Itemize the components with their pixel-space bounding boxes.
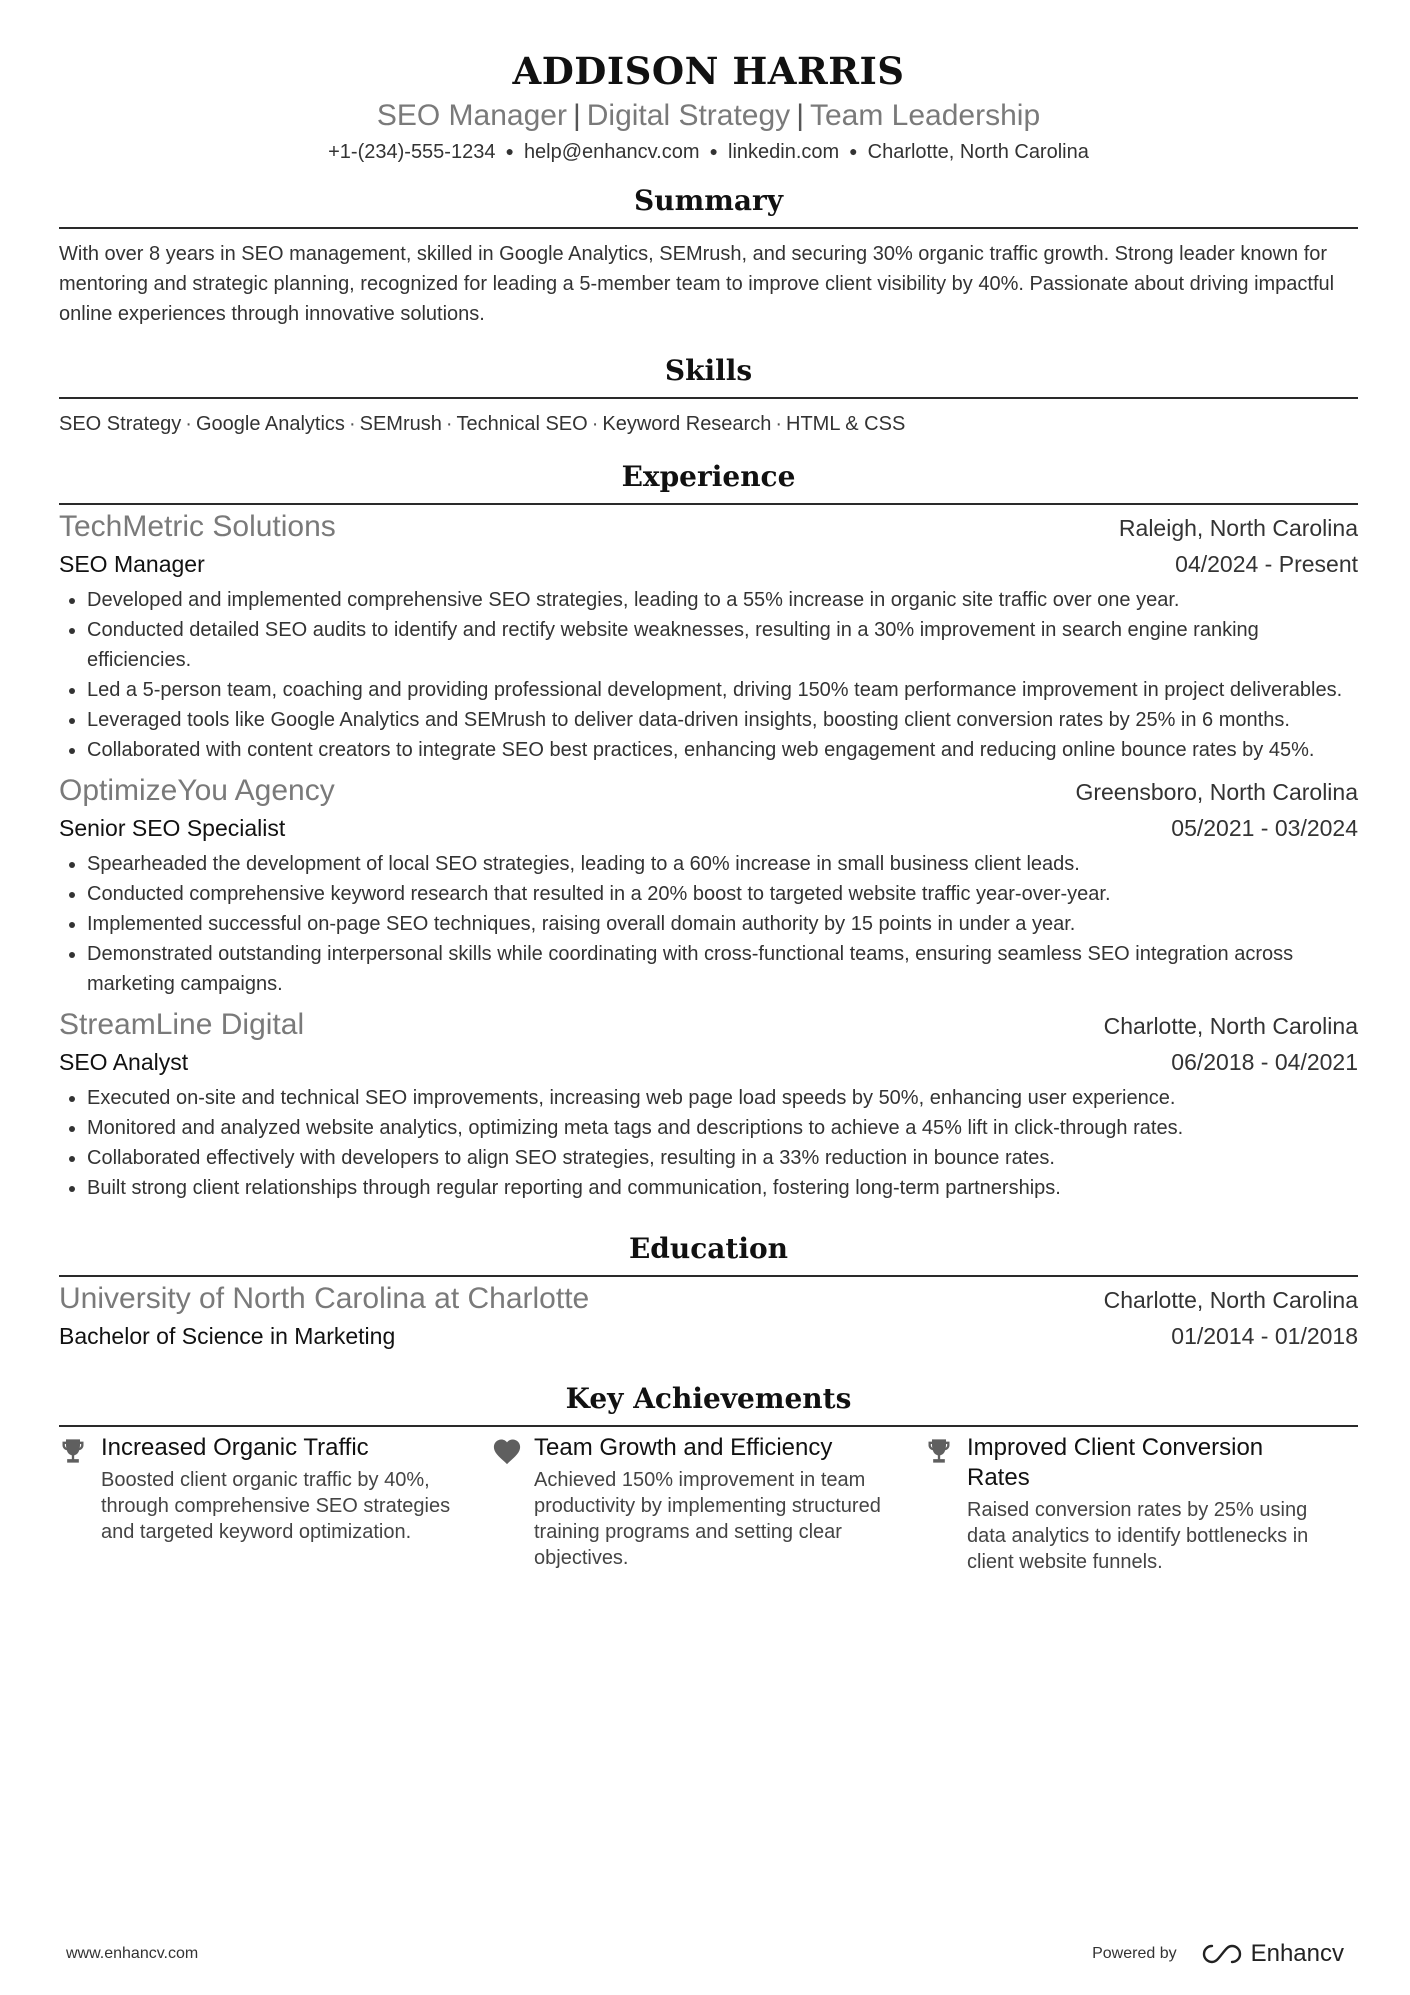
headline-separator: | [572, 99, 581, 132]
skill-separator: · [348, 413, 356, 435]
contact-separator: ● [849, 143, 858, 159]
degree: Bachelor of Science in Marketing [59, 1323, 396, 1349]
job-bullet: • Collaborated effectively with developers to align SEO strategies, resulting in a 33% reduction in bounce rates. [87, 1143, 1358, 1173]
infinity-logo-icon [1201, 1943, 1243, 1965]
experience-entry [59, 507, 1358, 765]
headline [59, 96, 1358, 136]
job-bullet: • Developed and implemented comprehensive SEO strategies, leading to a 55% increase in organic site traffic over one year. [87, 585, 1358, 615]
job-bullet: • Conducted comprehensive keyword research that resulted in a 20% boost to targeted website traffic year-over-year. [87, 879, 1358, 909]
experience-entry [59, 771, 1358, 999]
achievement-description: Raised conversion rates by 25% using data analytics to identify bottlenecks in client website funnels. [967, 1499, 1309, 1573]
achievement-title: Team Growth and Efficiency [534, 1434, 833, 1461]
contact-separator: ● [505, 143, 514, 159]
section-title-achievements: Key Achievements [565, 1382, 852, 1415]
heart-icon [492, 1433, 534, 1575]
section-divider [59, 397, 1358, 399]
skill-item: SEMrush [359, 413, 442, 435]
summary-text: With over 8 years in SEO management, skilled in Google Analytics, SEMrush, and securing 30% organic traffic growth. Strong leader known for mentoring and strategic planning, recognized for leading a 5-member team to improve client visibility by 40%. Passionate about driving impactful online experiences through innovative solutions. [59, 243, 1335, 325]
achievement-item [59, 1433, 492, 1575]
achievement-description: Achieved 150% improvement in team productivity by implementing structured training programs and setting clear objectives. [534, 1469, 881, 1569]
job-bullet: • Spearheaded the development of local SEO strategies, leading to a 60% increase in small business client leads. [87, 849, 1358, 879]
job-title: SEO Analyst [59, 1049, 189, 1075]
candidate-name: ADDISON HARRIS [512, 49, 905, 93]
skill-item: HTML & CSS [786, 413, 906, 435]
job-title: SEO Manager [59, 551, 205, 577]
email[interactable]: help@enhancv.com [523, 141, 700, 163]
skill-item: Google Analytics [195, 413, 345, 435]
page-footer [66, 1940, 1344, 1968]
trophy-icon [925, 1433, 967, 1575]
section-divider [59, 1425, 1358, 1427]
education-dates: 01/2014 - 01/2018 [1171, 1323, 1358, 1349]
education-section [59, 1229, 1358, 1353]
job-location: Greensboro, North Carolina [1075, 779, 1358, 805]
location: Charlotte, North Carolina [867, 141, 1089, 163]
skill-separator: · [445, 413, 453, 435]
trophy-icon [59, 1433, 101, 1575]
section-title-skills: Skills [664, 354, 753, 387]
achievements-grid [59, 1433, 1358, 1575]
job-bullet: • Led a 5-person team, coaching and providing professional development, driving 150% team performance improvement in project deliverables. [87, 675, 1358, 705]
summary-section [59, 181, 1358, 329]
linkedin-link[interactable]: linkedin.com [728, 141, 840, 163]
job-location: Raleigh, North Carolina [1118, 515, 1358, 541]
job-bullet: • Built strong client relationships through regular reporting and communication, fostering long-term partnerships. [87, 1173, 1358, 1203]
section-divider [59, 1275, 1358, 1277]
skill-item: Technical SEO [456, 413, 588, 435]
job-bullets [59, 585, 1358, 765]
skill-item: SEO Strategy [59, 413, 182, 435]
skill-item: Keyword Research [602, 413, 772, 435]
headline-item: Team Leadership [809, 99, 1041, 132]
achievement-description: Boosted client organic traffic by 40%, through comprehensive SEO strategies and targeted keyword optimization. [101, 1469, 451, 1543]
achievement-item [492, 1433, 925, 1575]
powered-by [1092, 1940, 1344, 1968]
skills-section [59, 351, 1358, 439]
job-bullet: • Executed on-site and technical SEO improvements, increasing web page load speeds by 50%, enhancing user experience. [87, 1083, 1358, 1113]
brand-name: Enhancv [1250, 1940, 1344, 1967]
achievement-item [925, 1433, 1358, 1575]
job-bullet: • Implemented successful on-page SEO techniques, raising overall domain authority by 15 points in under a year. [87, 909, 1358, 939]
job-bullet: • Monitored and analyzed website analytics, optimizing meta tags and descriptions to achieve a 45% lift in click-through rates. [87, 1113, 1358, 1143]
school-name: University of North Carolina at Charlotte [59, 1282, 590, 1315]
headline-item: SEO Manager [376, 99, 567, 132]
job-bullet: • Conducted detailed SEO audits to identify and rectify website weaknesses, resulting in a 30% improvement in search engine ranking efficiencies. [87, 615, 1358, 675]
contact-line [59, 138, 1358, 167]
achievements-section [59, 1379, 1358, 1575]
experience-entry [59, 1005, 1358, 1203]
skill-separator: · [775, 413, 783, 435]
job-bullets [59, 849, 1358, 999]
school-location: Charlotte, North Carolina [1103, 1287, 1358, 1313]
company-name: StreamLine Digital [59, 1008, 305, 1041]
job-location: Charlotte, North Carolina [1103, 1013, 1358, 1039]
section-title-summary: Summary [634, 184, 783, 217]
experience-section [59, 457, 1358, 1203]
section-title-education: Education [628, 1232, 789, 1265]
job-dates: 06/2018 - 04/2021 [1171, 1049, 1358, 1075]
job-dates: 04/2024 - Present [1175, 551, 1358, 577]
company-name: TechMetric Solutions [59, 510, 336, 543]
job-bullets [59, 1083, 1358, 1203]
achievement-title: Improved Client Conversion Rates [967, 1434, 1264, 1491]
job-bullet: • Demonstrated outstanding interpersonal skills while coordinating with cross-functional teams, ensuring seamless SEO integration across marketing campaigns. [87, 939, 1358, 999]
job-title: Senior SEO Specialist [59, 815, 286, 841]
contact-separator: ● [709, 143, 718, 159]
job-bullet: • Collaborated with content creators to integrate SEO best practices, enhancing web engagement and reducing online bounce rates by 45%. [87, 735, 1358, 765]
headline-item: Digital Strategy [586, 99, 791, 132]
skill-separator: · [591, 413, 599, 435]
achievement-title: Increased Organic Traffic [101, 1434, 369, 1461]
brand-logo[interactable] [1201, 1940, 1344, 1968]
job-dates: 05/2021 - 03/2024 [1171, 815, 1358, 841]
section-divider [59, 503, 1358, 505]
section-divider [59, 227, 1358, 229]
skills-list [59, 409, 1358, 439]
resume-header [59, 48, 1358, 167]
job-bullet: • Leveraged tools like Google Analytics and SEMrush to deliver data-driven insights, boosting client conversion rates by 25% in 6 months. [87, 705, 1358, 735]
company-name: OptimizeYou Agency [59, 774, 335, 807]
powered-by-label: Powered by [1092, 1945, 1177, 1962]
section-title-experience: Experience [621, 460, 796, 493]
phone[interactable]: +1-(234)-555-1234 [328, 141, 496, 163]
headline-separator: | [796, 99, 804, 132]
skill-separator: · [185, 413, 192, 435]
footer-website-link[interactable]: www.enhancv.com [66, 1945, 199, 1962]
